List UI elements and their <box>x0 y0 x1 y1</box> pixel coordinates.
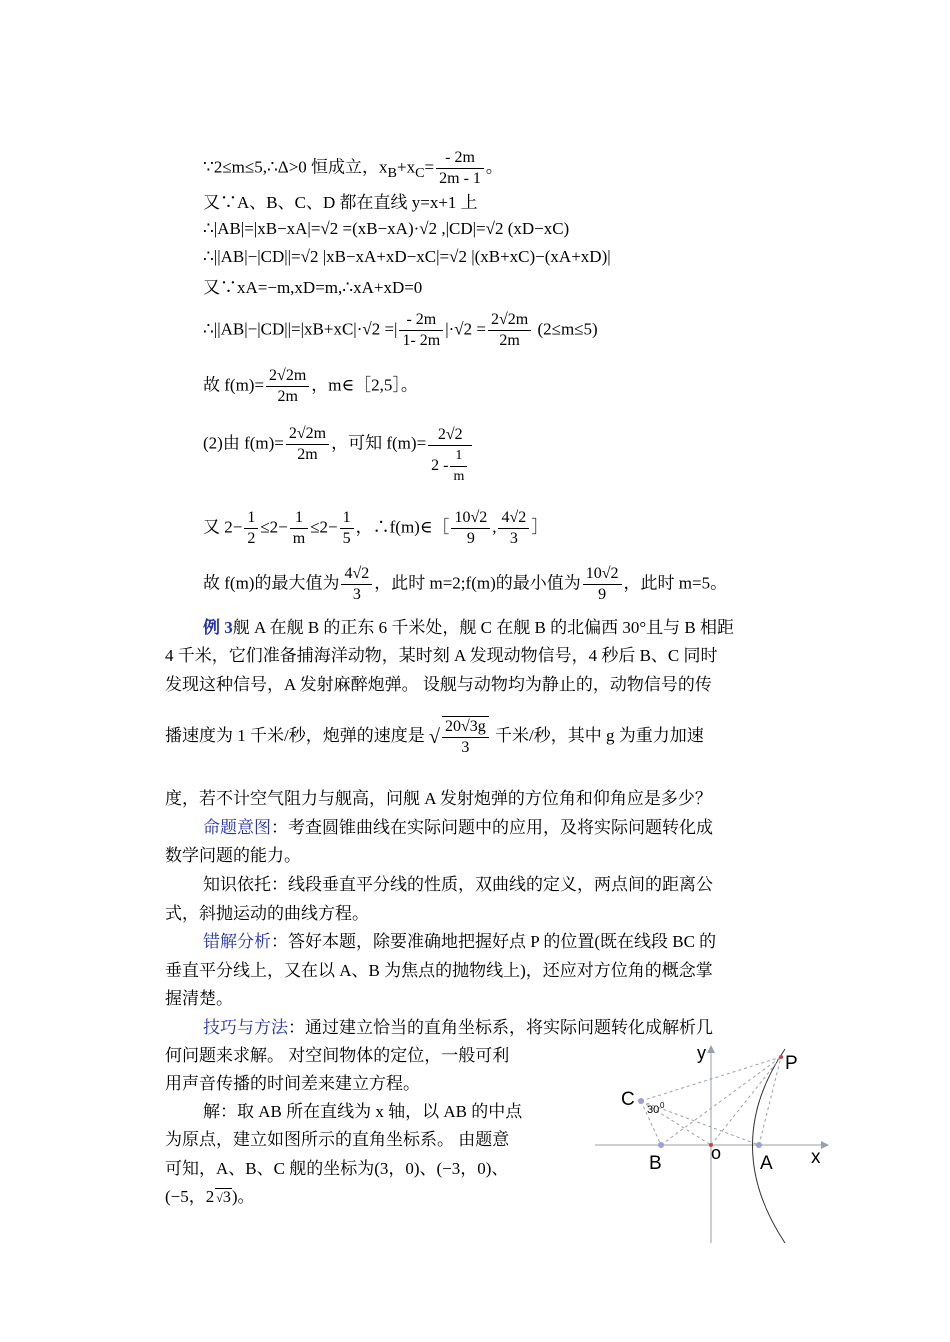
line-3: ∴|AB|=|xB−xA|=√2 =(xB−xA)·√2 ,|CD|=√2 (xD−xC) <box>203 219 570 238</box>
fraction: $\frac{2√2m}{2m}$ <box>266 366 309 407</box>
knowledge-label: 知识依托 <box>203 875 271 894</box>
point-c <box>638 1098 644 1104</box>
line-6: ∴||AB|−|CD||=|xB+xC|·√2 =| $\frac{- 2m}{1- 2m}$ |·√2 = $\frac{2√2m}{2m}$ (2≤m≤5) <box>203 311 598 349</box>
example-line-2: 4 千米，它们准备捕海洋动物，某时刻 A 发现动物信号，4 秒后 B、C 同时 <box>165 646 718 665</box>
line-8: (2)由 f(m)= $\frac{2√2m}{2m}$ ，可知 f(m)= 2√2 2 - $\frac{1}{m}$ <box>203 424 474 487</box>
example-line-1: 例 3舰 A 在舰 B 的正东 6 千米处，舰 C 在舰 B 的北偏西 30°且与 B 相距 <box>203 618 734 637</box>
line-4: ∴||AB|−|CD||=√2 |xB−xA+xD−xC|=√2 |(xB+xC)−(xA+xD)| <box>203 247 611 266</box>
point-b <box>658 1142 664 1148</box>
fraction: $\frac{1}{5}$ <box>340 508 354 549</box>
knowledge-line-1: 知识依托：线段垂直平分线的性质，双曲线的定义，两点间的距离公 <box>203 875 713 894</box>
point-a <box>756 1142 762 1148</box>
fraction: $\frac{10√2}{9}$ <box>583 564 622 605</box>
intent-line-2: 数学问题的能力。 <box>165 846 301 865</box>
label-o: o <box>711 1143 722 1163</box>
solution-line-2: 为原点，建立如图所示的直角坐标系。 由题意 <box>165 1130 510 1149</box>
fraction: $\frac{- 2m}{2m - 1}$ <box>436 148 484 189</box>
sqrt: √3 <box>216 1189 231 1206</box>
line-1: ∵2≤m≤5,∴Δ>0 恒成立，$x_B+x_C=$ $\frac{- 2m}{2m - 1}$ 。 <box>203 149 503 187</box>
skill-line-1: 技巧与方法：通过建立恰当的直角坐标系，将实际问题转化成解析几 <box>203 1018 713 1037</box>
label-a: A <box>760 1153 773 1174</box>
line-5: 又∵xA=−m,xD=m,∴xA+xD=0 <box>203 278 423 297</box>
example-label: 例 3 <box>203 618 233 637</box>
label-x: x <box>811 1147 821 1168</box>
y-axis-arrow-icon <box>707 1045 715 1053</box>
example-line-3: 发现这种信号，A 发射麻醉炮弹。 设舰与动物均为静止的，动物信号的传 <box>165 675 712 694</box>
example-line-4: 播速度为 1 千米/秒，炮弹的速度是 √ $\frac{20√3g}{3}$ 千米/秒，其中 g 为重力加速 <box>165 718 704 756</box>
label-c: C <box>621 1089 635 1110</box>
skill-line-3: 用声音传播的时间差来建立方程。 <box>165 1074 420 1093</box>
solution-line-4: (−5，2 √3)。 <box>165 1187 255 1206</box>
label-angle-degree: 0 <box>660 1101 665 1110</box>
example-line-5: 度，若不计空气阻力与舰高，问舰 A 发射炮弹的方位角和仰角应是多少？ <box>165 789 712 808</box>
intent-label: 命题意图 <box>203 818 271 837</box>
skill-line-2: 何问题来求解。 对空间物体的定位，一般可利 <box>165 1046 510 1065</box>
line-7: 故 f(m)= $\frac{2√2m}{2m}$ ，m∈［2,5］。 <box>203 367 418 405</box>
line-ap <box>759 1057 781 1145</box>
line-9: 又 2− $\frac{1}{2}$ ≤2− $\frac{1}{m}$ ≤2− $\frac{1}{5}$ ，∴f(m)∈［ $\frac{10√2}{9}$ , $\frac{4√2}{3}$ ］ <box>203 509 549 547</box>
fraction: $\frac{1}{m}$ <box>450 446 467 487</box>
fraction: $\frac{4√2}{3}$ <box>341 564 372 605</box>
fraction: $\frac{1}{2}$ <box>244 508 258 549</box>
sqrt-expression: √ <box>428 726 440 748</box>
knowledge-line-2: 式，斜抛运动的曲线方程。 <box>165 904 369 923</box>
fraction: $\frac{10√2}{9}$ <box>451 508 490 549</box>
label-b: B <box>649 1153 662 1174</box>
label-angle: 30 <box>647 1104 660 1116</box>
fraction: $\frac{2√2m}{2m}$ <box>286 424 329 465</box>
fraction: $\frac{1}{m}$ <box>290 508 308 549</box>
coordinate-figure <box>585 1035 835 1250</box>
line-2: 又∵A、B、C、D 都在直线 y=x+1 上 <box>203 193 478 212</box>
error-line-2: 垂直平分线上，又在以 A、B 为焦点的抛物线上)，还应对方位角的概念掌 <box>165 961 713 980</box>
label-y: y <box>697 1043 706 1063</box>
error-label: 错解分析 <box>203 932 271 951</box>
fraction: $\frac{4√2}{3}$ <box>498 508 529 549</box>
error-line-3: 握清楚。 <box>165 989 233 1008</box>
solution-line-1: 解：取 AB 所在直线为 x 轴，以 AB 的中点 <box>203 1102 523 1121</box>
point-p <box>779 1055 783 1059</box>
fraction: 2√2 2 - $\frac{1}{m}$ <box>428 425 472 487</box>
line-bp <box>661 1057 781 1145</box>
solution-line-3: 可知，A、B、C 舰的坐标为(3，0)、(−3，0)、 <box>165 1159 509 1178</box>
label-p: P <box>785 1053 798 1074</box>
fraction: $\frac{20√3g}{3}$ <box>442 716 489 758</box>
fraction: $\frac{2√2m}{2m}$ <box>488 310 531 351</box>
skill-label: 技巧与方法 <box>203 1018 288 1037</box>
x-axis-arrow-icon <box>821 1141 829 1149</box>
intent-line-1: 命题意图：考查圆锥曲线在实际问题中的应用，及将实际问题转化成 <box>203 818 713 837</box>
error-line-1: 错解分析：答好本题，除要准确地把握好点 P 的位置(既在线段 BC 的 <box>203 932 717 951</box>
fraction: $\frac{- 2m}{1- 2m}$ <box>399 310 443 351</box>
line-10: 故 f(m)的最大值为 $\frac{4√2}{3}$ ，此时 m=2;f(m)的最小值为 $\frac{10√2}{9}$ ，此时 m=5。 <box>203 565 728 603</box>
